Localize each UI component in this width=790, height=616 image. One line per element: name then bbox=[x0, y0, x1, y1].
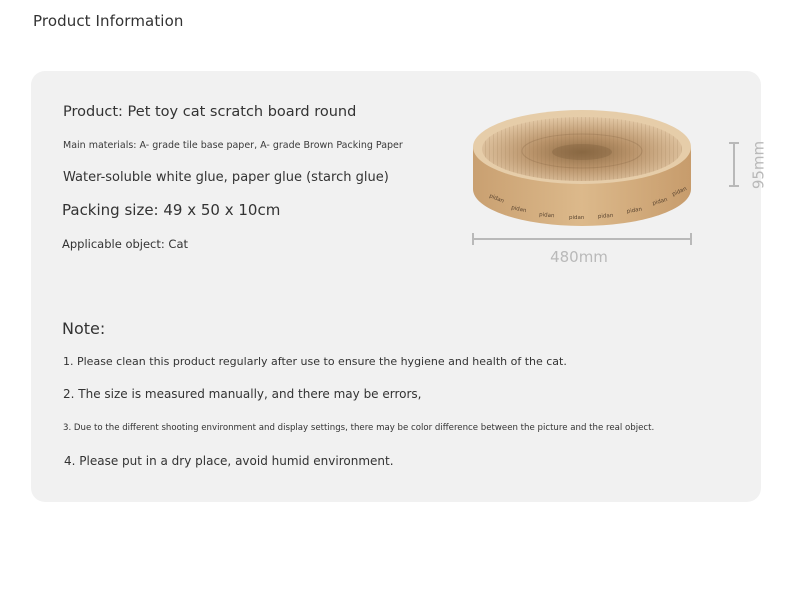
packing-size: Packing size: 49 x 50 x 10cm bbox=[62, 201, 281, 219]
glue-info: Water-soluble white glue, paper glue (starch glue) bbox=[63, 170, 389, 185]
note-item: 3. Due to the different shooting environment and display settings, there may be color difference between the picture and the real object. bbox=[63, 423, 655, 433]
svg-text:pidan: pidan bbox=[597, 212, 614, 220]
width-dimension-line bbox=[473, 233, 691, 245]
height-dimension-label: 95mm bbox=[749, 140, 768, 190]
svg-text:pidan: pidan bbox=[510, 205, 527, 215]
svg-text:pidan: pidan bbox=[538, 212, 555, 220]
svg-text:pidan: pidan bbox=[651, 196, 669, 207]
product-name: Product: Pet toy cat scratch board round bbox=[63, 104, 357, 120]
svg-text:pidan: pidan bbox=[488, 193, 505, 205]
note-item: 4. Please put in a dry place, avoid humid environment. bbox=[64, 454, 394, 468]
width-dimension-label: 480mm bbox=[550, 248, 608, 266]
svg-text:pidan: pidan bbox=[671, 186, 688, 198]
svg-text:pidan: pidan bbox=[569, 215, 585, 221]
page-title: Product Information bbox=[33, 12, 184, 30]
product-image bbox=[461, 99, 768, 269]
main-materials: Main materials: A- grade tile base paper, A- grade Brown Packing Paper bbox=[63, 140, 403, 151]
note-item: 1. Please clean this product regularly after use to ensure the hygiene and health of the cat. bbox=[63, 355, 567, 368]
scratch-board-illustration bbox=[461, 99, 768, 269]
note-title: Note: bbox=[62, 319, 106, 338]
height-dimension-line bbox=[729, 143, 739, 186]
note-item: 2. The size is measured manually, and there may be errors, bbox=[63, 387, 422, 401]
svg-text:pidan: pidan bbox=[626, 206, 643, 215]
product-info-card bbox=[31, 71, 768, 502]
applicable-object: Applicable object: Cat bbox=[62, 237, 189, 251]
